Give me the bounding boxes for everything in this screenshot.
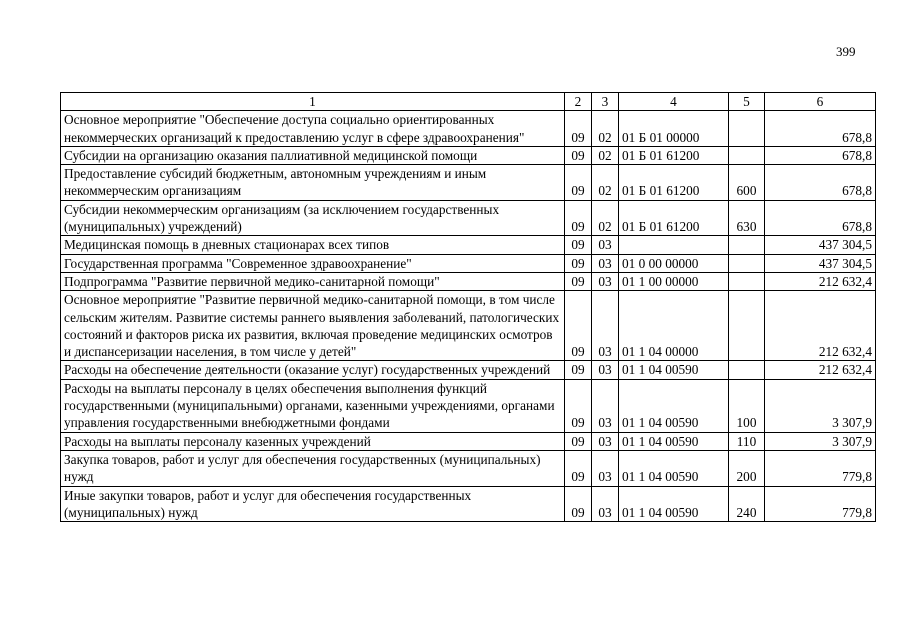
cell-amount: 678,8 [765,146,876,164]
table-row [61,254,876,272]
cell-target-article: 01 Б 01 00000 [619,111,729,147]
table-row [61,486,876,522]
cell-expense-type [729,361,765,379]
cell-name: Субсидии на организацию оказания паллиативной медицинской помощи [61,146,565,164]
table-row [61,236,876,254]
column-header: 5 [729,93,765,111]
table-row [61,111,876,147]
cell-subsection: 03 [592,361,619,379]
cell-name: Расходы на выплаты персоналу в целях обеспечения выполнения функций государственными (муниципальными) органами, казенными учреждениями, органами управления государственными внебюджетными фондами [61,379,565,432]
cell-target-article: 01 Б 01 61200 [619,146,729,164]
cell-target-article: 01 Б 01 61200 [619,200,729,236]
cell-section: 09 [565,272,592,290]
cell-target-article: 01 Б 01 61200 [619,165,729,201]
table-row [61,200,876,236]
cell-section: 09 [565,291,592,361]
cell-expense-type: 630 [729,200,765,236]
cell-amount: 678,8 [765,200,876,236]
cell-section: 09 [565,432,592,450]
cell-amount: 3 307,9 [765,432,876,450]
header-row [61,93,876,111]
cell-expense-type: 200 [729,450,765,486]
cell-subsection: 02 [592,146,619,164]
cell-amount: 3 307,9 [765,379,876,432]
cell-section: 09 [565,450,592,486]
cell-section: 09 [565,361,592,379]
cell-subsection: 03 [592,379,619,432]
table-row [61,450,876,486]
cell-target-article: 01 0 00 00000 [619,254,729,272]
budget-table [60,92,876,522]
cell-name: Государственная программа "Современное здравоохранение" [61,254,565,272]
cell-target-article: 01 1 04 00590 [619,379,729,432]
cell-expense-type [729,272,765,290]
cell-target-article: 01 1 04 00590 [619,486,729,522]
cell-amount: 678,8 [765,111,876,147]
cell-expense-type [729,291,765,361]
cell-expense-type: 110 [729,432,765,450]
cell-expense-type: 240 [729,486,765,522]
cell-name: Медицинская помощь в дневных стационарах всех типов [61,236,565,254]
cell-subsection: 02 [592,111,619,147]
cell-subsection: 03 [592,450,619,486]
cell-target-article: 01 1 00 00000 [619,272,729,290]
cell-section: 09 [565,254,592,272]
column-header: 3 [592,93,619,111]
cell-subsection: 03 [592,291,619,361]
cell-section: 09 [565,111,592,147]
cell-name: Закупка товаров, работ и услуг для обеспечения государственных (муниципальных) нужд [61,450,565,486]
cell-name: Подпрограмма "Развитие первичной медико-санитарной помощи" [61,272,565,290]
cell-expense-type [729,254,765,272]
cell-amount: 212 632,4 [765,272,876,290]
cell-amount: 212 632,4 [765,291,876,361]
cell-amount: 779,8 [765,486,876,522]
cell-section: 09 [565,200,592,236]
page-number: 399 [836,44,856,59]
table-row [61,291,876,361]
cell-amount: 779,8 [765,450,876,486]
cell-amount: 437 304,5 [765,236,876,254]
cell-expense-type [729,236,765,254]
column-header: 2 [565,93,592,111]
cell-name: Субсидии некоммерческим организациям (за исключением государственных (муниципальных) учреждений) [61,200,565,236]
cell-section: 09 [565,379,592,432]
cell-expense-type: 100 [729,379,765,432]
table-row [61,165,876,201]
cell-target-article: 01 1 04 00590 [619,432,729,450]
cell-subsection: 02 [592,165,619,201]
column-header: 1 [61,93,565,111]
cell-section: 09 [565,486,592,522]
cell-subsection: 03 [592,272,619,290]
cell-target-article: 01 1 04 00000 [619,291,729,361]
cell-expense-type [729,146,765,164]
cell-section: 09 [565,146,592,164]
table-row [61,272,876,290]
cell-amount: 212 632,4 [765,361,876,379]
cell-name: Иные закупки товаров, работ и услуг для обеспечения государственных (муниципальных) нужд [61,486,565,522]
column-header: 6 [765,93,876,111]
column-header: 4 [619,93,729,111]
cell-expense-type: 600 [729,165,765,201]
cell-target-article: 01 1 04 00590 [619,361,729,379]
table-row [61,146,876,164]
cell-name: Основное мероприятие "Развитие первичной медико-санитарной помощи, в том числе сельским жителям. Развитие системы раннего выявления заболеваний, патологических состояний и факторов риска их развития, включая проведение медицинских осмотров и диспансеризации населения, в том числе у детей" [61,291,565,361]
cell-subsection: 03 [592,432,619,450]
cell-target-article [619,236,729,254]
cell-amount: 437 304,5 [765,254,876,272]
cell-subsection: 02 [592,200,619,236]
table-row [61,432,876,450]
cell-name: Расходы на обеспечение деятельности (оказание услуг) государственных учреждений [61,361,565,379]
table-row [61,361,876,379]
table-row [61,379,876,432]
cell-section: 09 [565,165,592,201]
cell-expense-type [729,111,765,147]
cell-target-article: 01 1 04 00590 [619,450,729,486]
cell-name: Расходы на выплаты персоналу казенных учреждений [61,432,565,450]
cell-amount: 678,8 [765,165,876,201]
cell-subsection: 03 [592,254,619,272]
cell-subsection: 03 [592,486,619,522]
cell-section: 09 [565,236,592,254]
cell-subsection: 03 [592,236,619,254]
cell-name: Предоставление субсидий бюджетным, автономным учреждениям и иным некоммерческим организациям [61,165,565,201]
cell-name: Основное мероприятие "Обеспечение доступа социально ориентированных некоммерческих организаций к предоставлению услуг в сфере здравоохранения" [61,111,565,147]
